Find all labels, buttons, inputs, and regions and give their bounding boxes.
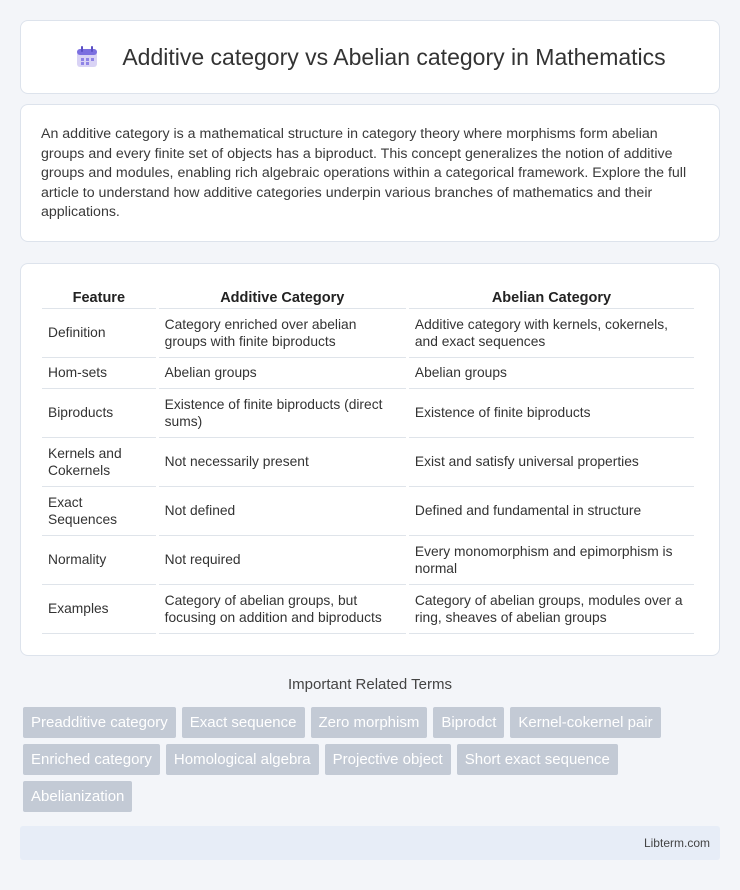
comparison-table: [39, 284, 697, 634]
table-cell: Normality: [42, 536, 156, 585]
related-term-tag[interactable]: Biprodct: [433, 707, 504, 738]
intro-card: [20, 104, 720, 242]
table-cell: Additive category with kernels, cokernels, and exact sequences: [409, 309, 694, 358]
table-row: [42, 585, 694, 634]
related-term-tag[interactable]: Abelianization: [23, 781, 132, 812]
page-title: Additive category vs Abelian category in Mathematics: [122, 43, 666, 70]
table-cell: Not necessarily present: [159, 438, 406, 487]
comparison-card: [20, 263, 720, 656]
header-feature: Feature: [42, 284, 156, 309]
related-term-tag[interactable]: Preadditive category: [23, 707, 176, 738]
table-cell: Category of abelian groups, modules over a ring, sheaves of abelian groups: [409, 585, 694, 634]
table-row: [42, 389, 694, 438]
table-row: [42, 358, 694, 389]
related-term-tag[interactable]: Kernel-cokernel pair: [510, 707, 660, 738]
table-cell: Category enriched over abelian groups with finite biproducts: [159, 309, 406, 358]
table-cell: Kernels and Cokernels: [42, 438, 156, 487]
related-term-tag[interactable]: Zero morphism: [311, 707, 428, 738]
table-cell: Examples: [42, 585, 156, 634]
related-term-tag[interactable]: Enriched category: [23, 744, 160, 775]
header-additive: Additive Category: [159, 284, 406, 309]
related-term-tag[interactable]: Short exact sequence: [457, 744, 618, 775]
table-row: [42, 438, 694, 487]
table-cell: Definition: [42, 309, 156, 358]
table-cell: Defined and fundamental in structure: [409, 487, 694, 536]
related-terms-list: [23, 707, 723, 818]
table-cell: Exist and satisfy universal properties: [409, 438, 694, 487]
header-abelian: Abelian Category: [409, 284, 694, 309]
footer: [20, 826, 720, 860]
table-row: [42, 536, 694, 585]
table-cell: Existence of finite biproducts: [409, 389, 694, 438]
footer-site-link[interactable]: Libterm.com: [643, 836, 710, 850]
table-cell: Not defined: [159, 487, 406, 536]
header-card: [20, 20, 720, 94]
intro-text: An additive category is a mathematical structure in category theory where morphisms form abelian groups and every finite set of objects has a biproduct. This concept generalizes the notion of additive groups and modules, enabling rich algebraic operations within a categorical framework. Explore the full article to understand how additive categories underpin various branches of mathematics and their applications.: [41, 126, 687, 221]
table-cell: Biproducts: [42, 389, 156, 438]
table-cell: Hom-sets: [42, 358, 156, 389]
table-row: [42, 309, 694, 358]
related-terms-title: Important Related Terms: [288, 676, 452, 693]
table-cell: Abelian groups: [409, 358, 694, 389]
related-term-tag[interactable]: Homological algebra: [166, 744, 319, 775]
related-term-tag[interactable]: Projective object: [325, 744, 451, 775]
table-cell: Not required: [159, 536, 406, 585]
table-cell: Every monomorphism and epimorphism is normal: [409, 536, 694, 585]
table-cell: Existence of finite biproducts (direct sums): [159, 389, 406, 438]
calendar-icon: [74, 44, 100, 70]
table-row: [42, 487, 694, 536]
table-cell: Abelian groups: [159, 358, 406, 389]
table-cell: Category of abelian groups, but focusing on addition and biproducts: [159, 585, 406, 634]
related-term-tag[interactable]: Exact sequence: [182, 707, 305, 738]
table-cell: Exact Sequences: [42, 487, 156, 536]
